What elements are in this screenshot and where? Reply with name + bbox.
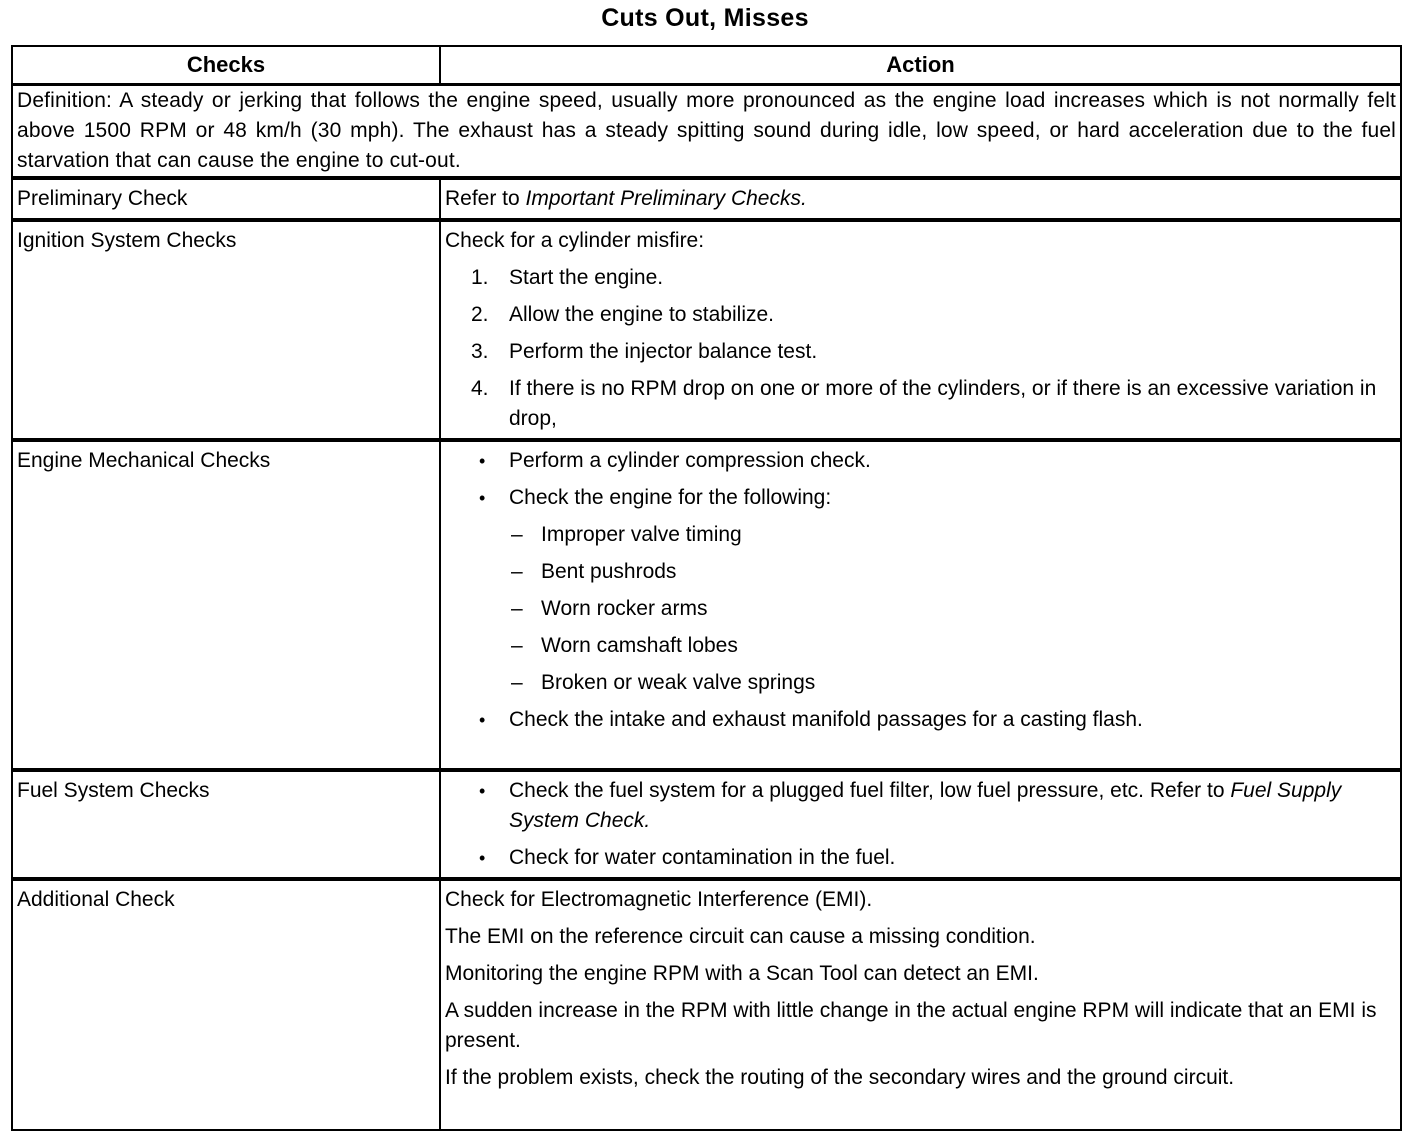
table-row-additional bbox=[12, 879, 1401, 1130]
dash-icon: – bbox=[511, 671, 523, 694]
definition-row bbox=[12, 85, 1401, 179]
subitem-text: Bent pushrods bbox=[541, 560, 677, 583]
engine-bullets bbox=[445, 446, 1392, 735]
table-row-ignition bbox=[12, 220, 1401, 440]
ref-fuel-supply-system-check: Fuel Supply System Check. bbox=[509, 779, 1342, 832]
step-number: 2. bbox=[471, 303, 489, 326]
action-engine bbox=[440, 440, 1401, 770]
ref-important-preliminary-checks: Important Preliminary Checks. bbox=[525, 187, 807, 210]
step-number: 4. bbox=[471, 377, 489, 400]
list-item bbox=[509, 520, 1392, 550]
action-fuel bbox=[440, 770, 1401, 879]
header-action: Action bbox=[440, 46, 1401, 85]
ignition-intro: Check for a cylinder misfire: bbox=[445, 229, 705, 252]
additional-line: If the problem exists, check the routing of the secondary wires and the ground circuit. bbox=[445, 1066, 1235, 1089]
additional-line: Check for Electromagnetic Interference (EMI). bbox=[445, 888, 873, 911]
definition-text: Definition: A steady or jerking that follows the engine speed, usually more pronounced as the engine load increases which is not normally felt above 1500 RPM or 48 km/h (30 mph). The exhaust has a steady spitting sound during idle, low speed, or hard acceleration due to the fuel starvation that can cause the engine to cut-out. bbox=[12, 85, 1401, 179]
header-row bbox=[12, 46, 1401, 85]
check-fuel: Fuel System Checks bbox=[12, 770, 440, 879]
list-item bbox=[445, 374, 1392, 434]
dash-icon: – bbox=[511, 560, 523, 583]
list-item bbox=[445, 446, 1392, 476]
header-checks: Checks bbox=[12, 46, 440, 85]
action-preliminary bbox=[440, 178, 1401, 220]
list-item bbox=[509, 557, 1392, 587]
engine-subitems bbox=[509, 520, 1392, 698]
bullet-text: Check the fuel system for a plugged fuel filter, low fuel pressure, etc. Refer to bbox=[509, 779, 1231, 802]
bullet-icon: • bbox=[479, 451, 486, 471]
step-text: Perform the injector balance test. bbox=[509, 340, 818, 363]
bullet-icon: • bbox=[479, 781, 486, 801]
bullet-text: Check for water contamination in the fuel. bbox=[509, 846, 896, 869]
action-additional bbox=[440, 879, 1401, 1130]
step-text: If there is no RPM drop on one or more of the cylinders, or if there is an excessive variation in drop, bbox=[509, 377, 1377, 430]
check-additional: Additional Check bbox=[12, 879, 440, 1130]
bullet-icon: • bbox=[479, 848, 486, 868]
list-item bbox=[445, 337, 1392, 367]
list-item bbox=[509, 668, 1392, 698]
step-number: 3. bbox=[471, 340, 489, 363]
additional-line: Monitoring the engine RPM with a Scan Tool can detect an EMI. bbox=[445, 962, 1039, 985]
bullet-icon: • bbox=[479, 488, 486, 508]
bullet-text: Check the engine for the following: bbox=[509, 486, 832, 509]
dash-icon: – bbox=[511, 523, 523, 546]
table-row-engine bbox=[12, 440, 1401, 770]
step-text: Start the engine. bbox=[509, 266, 664, 289]
check-preliminary: Preliminary Check bbox=[12, 178, 440, 220]
subitem-text: Worn rocker arms bbox=[541, 597, 708, 620]
step-number: 1. bbox=[471, 266, 489, 289]
page-title: Cuts Out, Misses bbox=[601, 4, 809, 32]
table-row-fuel bbox=[12, 770, 1401, 879]
table-row-preliminary bbox=[12, 178, 1401, 220]
check-engine: Engine Mechanical Checks bbox=[12, 440, 440, 770]
list-item bbox=[445, 483, 1392, 698]
subitem-text: Broken or weak valve springs bbox=[541, 671, 816, 694]
list-item bbox=[445, 263, 1392, 293]
checks-table bbox=[11, 45, 1402, 1131]
additional-line: A sudden increase in the RPM with little change in the actual engine RPM will indicate that an EMI is present. bbox=[445, 999, 1377, 1052]
dash-icon: – bbox=[511, 597, 523, 620]
list-item bbox=[509, 631, 1392, 661]
list-item bbox=[445, 300, 1392, 330]
list-item bbox=[509, 594, 1392, 624]
fuel-bullets bbox=[445, 776, 1392, 873]
subitem-text: Worn camshaft lobes bbox=[541, 634, 738, 657]
dash-icon: – bbox=[511, 634, 523, 657]
subitem-text: Improper valve timing bbox=[541, 523, 742, 546]
check-ignition: Ignition System Checks bbox=[12, 220, 440, 440]
step-text: Allow the engine to stabilize. bbox=[509, 303, 774, 326]
ignition-steps bbox=[445, 263, 1392, 434]
bullet-text: Perform a cylinder compression check. bbox=[509, 449, 871, 472]
additional-line: The EMI on the reference circuit can cause a missing condition. bbox=[445, 925, 1036, 948]
list-item bbox=[445, 776, 1392, 836]
list-item bbox=[445, 705, 1392, 735]
action-ignition bbox=[440, 220, 1401, 440]
bullet-icon: • bbox=[479, 710, 486, 730]
list-item bbox=[445, 843, 1392, 873]
action-preliminary-prefix: Refer to bbox=[445, 187, 526, 210]
bullet-text: Check the intake and exhaust manifold passages for a casting flash. bbox=[509, 708, 1143, 731]
